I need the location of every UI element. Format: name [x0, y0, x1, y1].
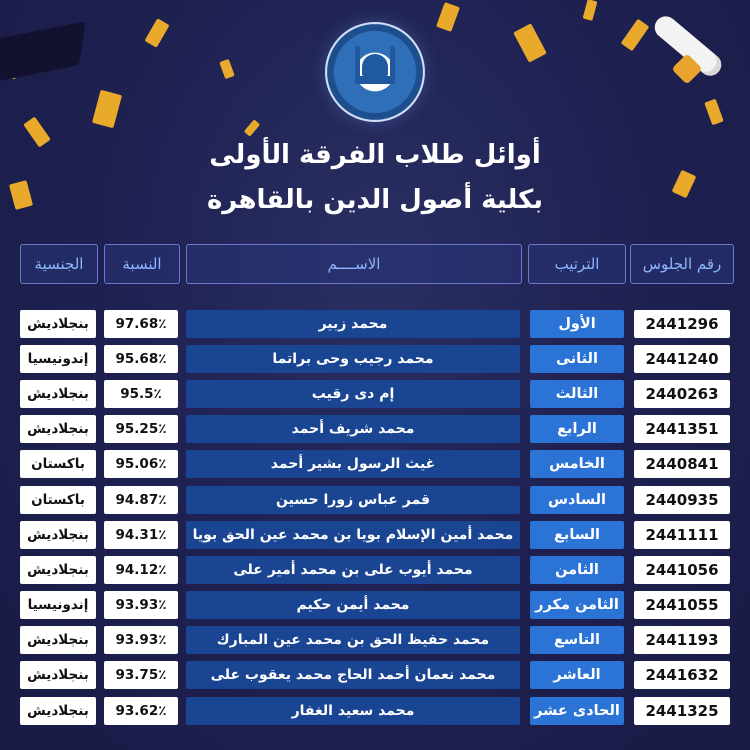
nationality-cell: بنجلاديش	[20, 661, 96, 689]
percent-cell: 95.5٪	[104, 380, 178, 408]
confetti-decoration	[144, 18, 169, 48]
nationality-cell: بنجلاديش	[20, 697, 96, 725]
name-cell: محمد زبير	[186, 310, 520, 338]
header-rank: الترتيب	[528, 244, 626, 284]
table-row	[0, 591, 750, 619]
name-cell: محمد نعمان أحمد الحاج محمد يعقوب على	[186, 661, 520, 689]
mosque-base-icon	[355, 76, 395, 84]
nationality-cell: بنجلاديش	[20, 310, 96, 338]
percent-cell: 94.87٪	[104, 486, 178, 514]
name-cell: محمد أمين الإسلام بويا بن محمد عين الحق بويا	[186, 521, 520, 549]
rank-cell: الثامن	[530, 556, 624, 584]
minaret-icon	[355, 46, 360, 78]
seat-cell: 2440263	[634, 380, 730, 408]
confetti-decoration	[219, 59, 235, 79]
table-row	[0, 661, 750, 689]
name-cell: إم دى رقيب	[186, 380, 520, 408]
name-cell: محمد أيوب على بن محمد أمير على	[186, 556, 520, 584]
header-seat: رقم الجلوس	[630, 244, 734, 284]
nationality-cell: بنجلاديش	[20, 521, 96, 549]
seat-cell: 2441240	[634, 345, 730, 373]
percent-cell: 97.68٪	[104, 310, 178, 338]
nationality-cell: باكستان	[20, 486, 96, 514]
name-cell: محمد أيمن حكيم	[186, 591, 520, 619]
confetti-decoration	[583, 0, 598, 21]
seat-cell: 2441056	[634, 556, 730, 584]
nationality-cell: باكستان	[20, 450, 96, 478]
rank-cell: التاسع	[530, 626, 624, 654]
minaret-icon	[390, 46, 395, 78]
confetti-decoration	[621, 19, 650, 52]
confetti-decoration	[704, 99, 723, 126]
nationality-cell: إندونيسيا	[20, 591, 96, 619]
nationality-cell: بنجلاديش	[20, 626, 96, 654]
name-cell: محمد حفيظ الحق بن محمد عين المبارك	[186, 626, 520, 654]
header-percent: النسبة	[104, 244, 180, 284]
university-logo	[327, 24, 423, 120]
percent-cell: 95.68٪	[104, 345, 178, 373]
rank-cell: الخامس	[530, 450, 624, 478]
table-row	[0, 521, 750, 549]
percent-cell: 93.93٪	[104, 626, 178, 654]
rank-cell: السادس	[530, 486, 624, 514]
rank-cell: السابع	[530, 521, 624, 549]
table-row	[0, 556, 750, 584]
percent-cell: 94.31٪	[104, 521, 178, 549]
table-row	[0, 380, 750, 408]
seat-cell: 2441055	[634, 591, 730, 619]
rank-cell: الثامن مكرر	[530, 591, 624, 619]
nationality-cell: بنجلاديش	[20, 415, 96, 443]
table-row	[0, 626, 750, 654]
percent-cell: 95.25٪	[104, 415, 178, 443]
name-cell: غيث الرسول بشير أحمد	[186, 450, 520, 478]
confetti-decoration	[244, 119, 260, 136]
rank-cell: الأول	[530, 310, 624, 338]
name-cell: محمد سعيد الغفار	[186, 697, 520, 725]
percent-cell: 93.75٪	[104, 661, 178, 689]
percent-cell: 93.62٪	[104, 697, 178, 725]
table-row	[0, 486, 750, 514]
seat-cell: 2441351	[634, 415, 730, 443]
name-cell: محمد شريف أحمد	[186, 415, 520, 443]
page-subtitle: بكلية أصول الدين بالقاهرة	[206, 185, 544, 215]
seat-cell: 2441193	[634, 626, 730, 654]
rank-cell: الرابع	[530, 415, 624, 443]
page-title: أوائل طلاب الفرقة الأولى	[209, 140, 541, 170]
table-row	[0, 345, 750, 373]
nationality-cell: إندونيسيا	[20, 345, 96, 373]
percent-cell: 95.06٪	[104, 450, 178, 478]
seat-cell: 2441325	[634, 697, 730, 725]
confetti-decoration	[92, 90, 122, 129]
percent-cell: 93.93٪	[104, 591, 178, 619]
table-row	[0, 415, 750, 443]
rank-cell: الثانى	[530, 345, 624, 373]
confetti-decoration	[513, 23, 547, 62]
rank-cell: الثالث	[530, 380, 624, 408]
header-name: الاســــم	[186, 244, 522, 284]
name-cell: محمد رجيب وحى براتما	[186, 345, 520, 373]
table-row	[0, 450, 750, 478]
graduation-cap-icon	[0, 21, 86, 84]
nationality-cell: بنجلاديش	[20, 380, 96, 408]
table-row	[0, 697, 750, 725]
percent-cell: 94.12٪	[104, 556, 178, 584]
nationality-cell: بنجلاديش	[20, 556, 96, 584]
seat-cell: 2440841	[634, 450, 730, 478]
table-row	[0, 310, 750, 338]
seat-cell: 2441296	[634, 310, 730, 338]
confetti-decoration	[436, 2, 460, 32]
name-cell: قمر عباس زورا حسين	[186, 486, 520, 514]
dome-icon	[362, 54, 388, 76]
seat-cell: 2440935	[634, 486, 730, 514]
rank-cell: الحادى عشر	[530, 697, 624, 725]
seat-cell: 2441111	[634, 521, 730, 549]
seat-cell: 2441632	[634, 661, 730, 689]
header-nationality: الجنسية	[20, 244, 98, 284]
rank-cell: العاشر	[530, 661, 624, 689]
